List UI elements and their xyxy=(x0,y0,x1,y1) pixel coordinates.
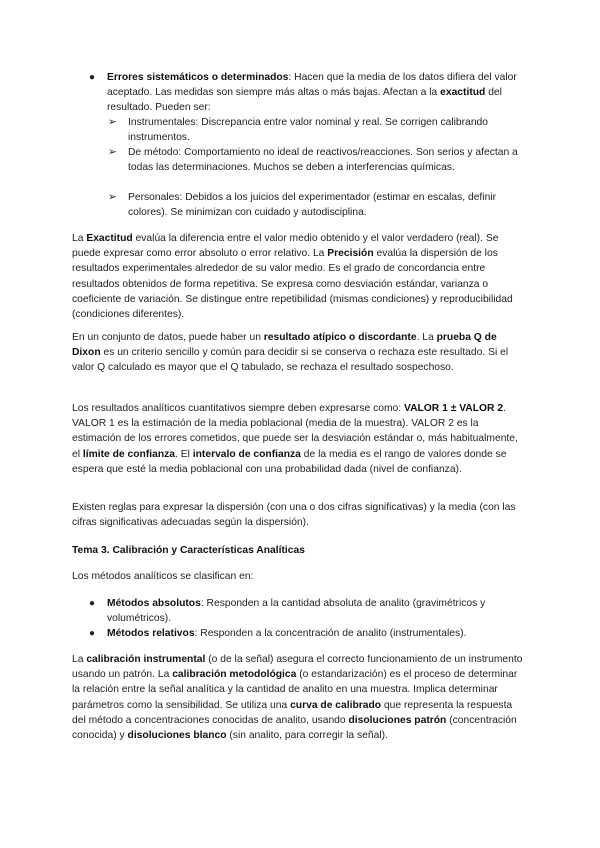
bold-term: VALOR 1 ± VALOR 2 xyxy=(403,403,504,414)
bold-term: Métodos absolutos xyxy=(107,598,201,609)
bold-term: exactitud xyxy=(440,87,486,99)
bold-term: disoluciones blanco xyxy=(127,730,227,742)
bold-term: disoluciones patrón xyxy=(348,714,447,726)
bullet-text: Errores sistemáticos o determinados: Hacen que la media de los datos difiera del valor aceptado. Las medidas son siempre más altas o más bajas. Afectan a la exactitud del resultado. Pueden ser: xyxy=(107,72,517,114)
bold-term: calibración metodológica xyxy=(172,669,297,681)
bullet-text: Métodos relativos: Responden a la concentración de analito (instrumentales). xyxy=(107,628,467,639)
section-heading: Tema 3. Calibración y Características Analíticas xyxy=(72,545,305,556)
paragraph-calibracion: La calibración instrumental (o de la señal) asegura el correcto funcionamiento de un instrumento usando un patrón. La calibración metodológica (o estandarización) es el proceso de determinar la relación entre la señal analítica y la cantidad de analito en una muestra. Implica determinar parámetros como la sensibilidad. Se utiliza una curva de calibrado que representa la respuesta del método a concentraciones conocidas de analito, usando disoluciones patrón (concentración conocida) y disoluciones blanco (sin analito, para corregir la señal). xyxy=(72,654,523,742)
sub-item-text: De método: Comportamiento no ideal de reactivos/reacciones. Son serios y afectan a todas las determinaciones. Muchos se deben a interferencias químicas. xyxy=(128,147,518,174)
bold-term: curva de calibrado xyxy=(290,699,382,711)
bullet-text: Métodos absolutos: Responden a la cantidad absoluta de analito (gravimétricos y volumétricos). xyxy=(107,598,486,625)
bold-term: prueba Q de Dixon xyxy=(72,332,497,359)
paragraph-metodos-intro: Los métodos analíticos se clasifican en: xyxy=(72,571,254,582)
bold-term: límite de confianza xyxy=(82,448,176,460)
sub-item-text: Personales: Debidos a los juicios del experimentador (estimar en escalas, definir colores). Se minimizan con cuidado y autodisciplina. xyxy=(128,192,497,219)
bold-term: Exactitud xyxy=(86,233,133,244)
arrow-bullet-icon: ➢ xyxy=(108,146,117,158)
paragraph-prueba-q: En un conjunto de datos, puede haber un resultado atípico o discordante. La prueba Q de Dixon es un criterio sencillo y común para decidir si se conserva o rechaza este resultado. Si el valor Q calculado es mayor que el Q tabulado, se rechaza el resultado sospechoso. xyxy=(72,332,509,374)
paragraph-reglas-dispersion: Existen reglas para expresar la dispersión (con una o dos cifras significativas) y la media (con las cifras significativas adecuadas según la dispersión). xyxy=(72,502,516,529)
bold-term: Precisión xyxy=(327,248,374,260)
bullet-icon: ● xyxy=(89,598,96,609)
bold-term: Métodos relativos xyxy=(107,628,195,639)
bullet-icon: ● xyxy=(89,628,96,639)
paragraph-expresion-resultados: Los resultados analíticos cuantitativos siempre deben expresarse como: VALOR 1 ± VALOR 2. VALOR 1 es la estimación de la media poblacional (media de la muestra). VALOR 2 es la estimación de los errores cometidos, que puede ser la desviación estándar o, más habitualmente, el límite de confianza. El intervalo de confianza de la media es el rango de valores donde se espera que esté la media poblacional con una probabilidad dada (nivel de confianza). xyxy=(72,403,518,475)
bold-term: resultado atípico o discordante xyxy=(263,332,417,343)
bold-term: intervalo de confianza xyxy=(192,448,301,460)
bold-term: calibración instrumental xyxy=(86,654,206,665)
bold-term: Errores sistemáticos o determinados xyxy=(107,72,289,83)
paragraph-exactitud-precision: La Exactitud evalúa la diferencia entre el valor medio obtenido y el valor verdadero (real). Se puede expresar como error absoluto o error relativo. La Precisión evalúa la dispersión de los resultados experimentales alrededor de su valor medio. Es el grado de concordancia entre resultados obtenidos de forma repetitiva. Se expresa como desviación estándar, varianza o coeficiente de variación. Se distingue entre repetibilidad (mismas condiciones) y reproducibilidad (condiciones diferentes). xyxy=(72,233,513,321)
arrow-bullet-icon: ➢ xyxy=(108,116,117,128)
arrow-bullet-icon: ➢ xyxy=(108,191,117,203)
bullet-icon: ● xyxy=(89,72,96,83)
sub-item-text: Instrumentales: Discrepancia entre valor nominal y real. Se corrigen calibrando instrumentos. xyxy=(128,117,488,144)
